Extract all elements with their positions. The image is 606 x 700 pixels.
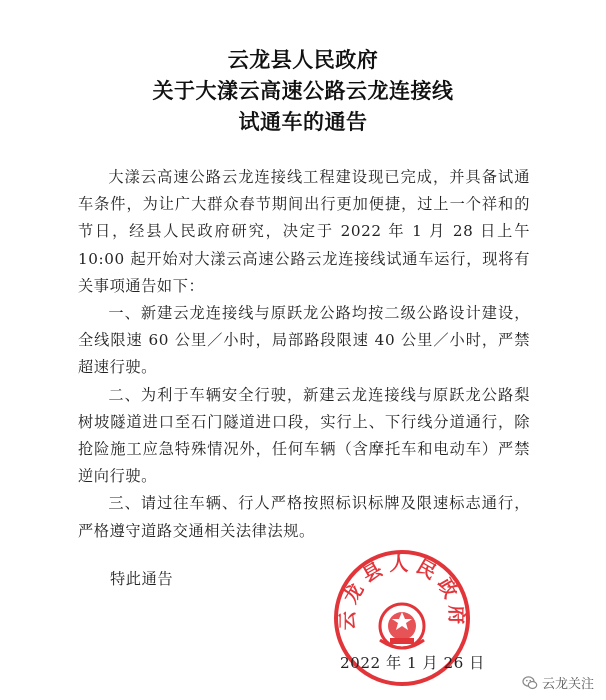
intro-paragraph: 大漾云高速公路云龙连接线工程建设现已完成，并具备试通车条件，为让广大群众春节期间出行更加便捷，过上一个祥和的节日，经县人民政府研究，决定于 2022 年 1 月 28 日上午 10:00 起开始对大漾云高速公路云龙连接线试通车运行，现将有关事项通告如下： (78, 168, 530, 295)
item-paragraph-2: 二、为利于车辆安全行驶，新建云龙连接线与原跃龙公路梨树坡隧道进口至石门隧道进口段，实行上、下行线分道通行，除抢险施工应急特殊情况外，任何车辆（含摩托车和电动车）严禁逆向行驶。 (78, 385, 530, 486)
closing-text: 特此通告 (110, 570, 174, 588)
notice-body (78, 164, 530, 545)
title-line-3: 试通车的通告 (238, 109, 368, 134)
item-paragraph-3: 三、请过往车辆、行人严格按照标识标牌及限速标志通行，严格遵守道路交通相关法律法规。 (78, 494, 530, 540)
notice-date: 2022 年 1 月 26 日 (340, 654, 485, 672)
notice-title (0, 44, 606, 137)
title-line-1: 云龙县人民政府 (227, 47, 379, 72)
svg-text:云龙县人民政府: 云龙县人民政府 (336, 553, 468, 631)
item-paragraph-1: 一、新建云龙连接线与原跃龙公路均按二级公路设计建设，全线限速 60 公里／小时，局部路段限速 40 公里／小时，严禁超速行驶。 (78, 304, 530, 377)
title-line-2: 关于大漾云高速公路云龙连接线 (152, 78, 454, 103)
watermark-label: 云龙关注 (541, 677, 594, 692)
wechat-icon (522, 675, 538, 691)
wechat-watermark (522, 673, 594, 692)
